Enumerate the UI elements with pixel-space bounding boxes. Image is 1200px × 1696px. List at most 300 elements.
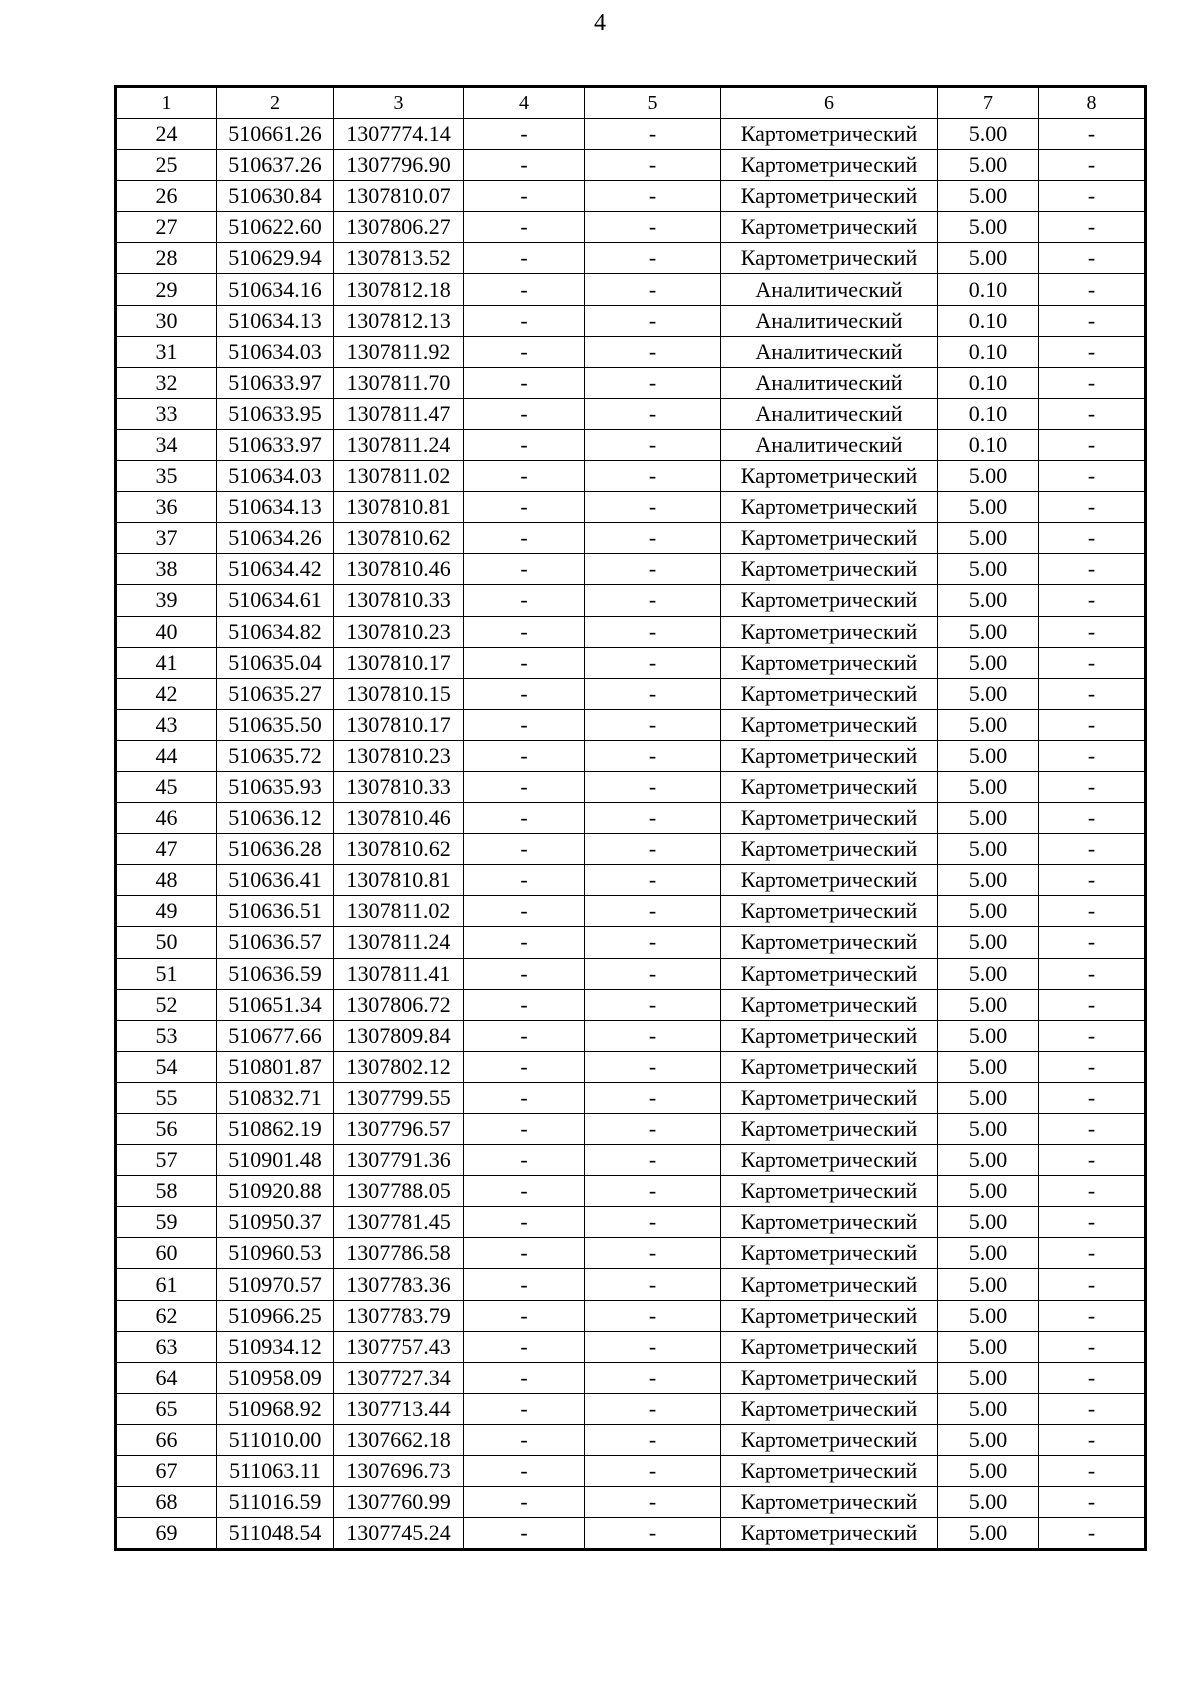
table-cell: - <box>1039 461 1146 492</box>
table-cell: 5.00 <box>938 1051 1039 1082</box>
table-cell: 46 <box>116 803 217 834</box>
table-cell: Картометрический <box>721 1362 938 1393</box>
table-cell: - <box>585 429 721 460</box>
table-cell: 0.10 <box>938 367 1039 398</box>
table-cell: Картометрический <box>721 585 938 616</box>
table-cell: - <box>464 305 585 336</box>
table-cell: Картометрический <box>721 150 938 181</box>
table-row <box>116 1020 1146 1051</box>
table-cell: 510634.03 <box>217 336 334 367</box>
table-cell: 36 <box>116 492 217 523</box>
table-cell: 52 <box>116 989 217 1020</box>
table-cell: Картометрический <box>721 1051 938 1082</box>
table-cell: - <box>585 865 721 896</box>
table-cell: 511016.59 <box>217 1487 334 1518</box>
table-cell: - <box>464 896 585 927</box>
table-cell: - <box>464 1082 585 1113</box>
table-cell: - <box>585 1020 721 1051</box>
table-cell: 510934.12 <box>217 1331 334 1362</box>
table-cell: - <box>464 740 585 771</box>
table-cell: - <box>1039 1518 1146 1550</box>
table-cell: 510832.71 <box>217 1082 334 1113</box>
table-cell: 1307810.46 <box>334 554 464 585</box>
table-cell: 510634.13 <box>217 492 334 523</box>
table-cell: - <box>464 709 585 740</box>
table-cell: 1307810.23 <box>334 616 464 647</box>
table-cell: - <box>1039 1082 1146 1113</box>
table-cell: - <box>585 336 721 367</box>
table-cell: - <box>1039 616 1146 647</box>
table-cell: - <box>585 1518 721 1550</box>
table-cell: 510634.13 <box>217 305 334 336</box>
table-row <box>116 1207 1146 1238</box>
table-cell: 5.00 <box>938 1331 1039 1362</box>
table-row <box>116 429 1146 460</box>
table-cell: - <box>1039 1487 1146 1518</box>
table-cell: 1307811.47 <box>334 398 464 429</box>
table-cell: 69 <box>116 1518 217 1550</box>
table-cell: Картометрический <box>721 1424 938 1455</box>
table-cell: Картометрический <box>721 616 938 647</box>
table-cell: 53 <box>116 1020 217 1051</box>
table-cell: - <box>1039 1051 1146 1082</box>
table-cell: - <box>464 492 585 523</box>
column-header: 3 <box>334 87 464 119</box>
table-row <box>116 927 1146 958</box>
table-cell: - <box>464 1176 585 1207</box>
table-cell: - <box>464 243 585 274</box>
table-cell: 1307810.81 <box>334 865 464 896</box>
table-cell: 510634.03 <box>217 461 334 492</box>
table-cell: 1307811.24 <box>334 927 464 958</box>
table-row <box>116 1456 1146 1487</box>
table-row <box>116 647 1146 678</box>
table-cell: 5.00 <box>938 1393 1039 1424</box>
table-cell: Картометрический <box>721 1145 938 1176</box>
table-row <box>116 1269 1146 1300</box>
table-cell: - <box>1039 1362 1146 1393</box>
table-cell: 0.10 <box>938 398 1039 429</box>
table-cell: Картометрический <box>721 1456 938 1487</box>
table-cell: - <box>585 1051 721 1082</box>
table-cell: 48 <box>116 865 217 896</box>
table-cell: 1307810.23 <box>334 740 464 771</box>
table-cell: - <box>585 1300 721 1331</box>
table-row <box>116 336 1146 367</box>
table-cell: 1307810.17 <box>334 709 464 740</box>
table-cell: - <box>1039 709 1146 740</box>
table-row <box>116 616 1146 647</box>
table-cell: - <box>464 212 585 243</box>
table-cell: 510636.28 <box>217 834 334 865</box>
table-cell: - <box>1039 1020 1146 1051</box>
table-cell: 5.00 <box>938 119 1039 150</box>
table-cell: - <box>1039 803 1146 834</box>
table-cell: 510629.94 <box>217 243 334 274</box>
table-cell: 5.00 <box>938 709 1039 740</box>
table-cell: - <box>585 398 721 429</box>
table-cell: 5.00 <box>938 1145 1039 1176</box>
table-cell: Аналитический <box>721 274 938 305</box>
table-cell: 1307810.46 <box>334 803 464 834</box>
table-cell: - <box>585 1456 721 1487</box>
table-cell: Картометрический <box>721 1082 938 1113</box>
table-cell: - <box>464 1020 585 1051</box>
table-row <box>116 181 1146 212</box>
table-cell: 58 <box>116 1176 217 1207</box>
table-cell: - <box>585 1207 721 1238</box>
table-row <box>116 1393 1146 1424</box>
table-cell: - <box>464 1300 585 1331</box>
table-row <box>116 1487 1146 1518</box>
table-cell: - <box>464 336 585 367</box>
table-cell: 510635.27 <box>217 678 334 709</box>
table-cell: 511010.00 <box>217 1424 334 1455</box>
table-cell: Аналитический <box>721 429 938 460</box>
table-row <box>116 1145 1146 1176</box>
table-cell: 43 <box>116 709 217 740</box>
table-cell: 26 <box>116 181 217 212</box>
table-cell: - <box>1039 1176 1146 1207</box>
table-cell: 510634.16 <box>217 274 334 305</box>
table-cell: 54 <box>116 1051 217 1082</box>
table-cell: - <box>1039 1424 1146 1455</box>
table-cell: 56 <box>116 1114 217 1145</box>
table-cell: 0.10 <box>938 336 1039 367</box>
table-row <box>116 1238 1146 1269</box>
table-cell: - <box>585 709 721 740</box>
table-cell: 60 <box>116 1238 217 1269</box>
table-cell: - <box>1039 336 1146 367</box>
table-cell: 5.00 <box>938 150 1039 181</box>
table-row <box>116 709 1146 740</box>
table-cell: - <box>464 1331 585 1362</box>
table-cell: 44 <box>116 740 217 771</box>
table-cell: 1307813.52 <box>334 243 464 274</box>
table-cell: - <box>585 585 721 616</box>
table-row <box>116 398 1146 429</box>
table-cell: - <box>464 274 585 305</box>
table-cell: 1307783.79 <box>334 1300 464 1331</box>
table-cell: 510633.97 <box>217 429 334 460</box>
table-cell: 5.00 <box>938 771 1039 802</box>
table-cell: - <box>1039 927 1146 958</box>
table-cell: - <box>585 771 721 802</box>
table-cell: - <box>1039 1114 1146 1145</box>
table-cell: - <box>464 927 585 958</box>
table-cell: - <box>1039 1300 1146 1331</box>
table-cell: 47 <box>116 834 217 865</box>
table-cell: Картометрический <box>721 1300 938 1331</box>
table-row <box>116 678 1146 709</box>
table-cell: 45 <box>116 771 217 802</box>
table-cell: - <box>585 834 721 865</box>
table-cell: 510637.26 <box>217 150 334 181</box>
table-cell: - <box>1039 367 1146 398</box>
table-cell: Картометрический <box>721 212 938 243</box>
table-row <box>116 554 1146 585</box>
table-cell: Картометрический <box>721 1487 938 1518</box>
table-cell: 5.00 <box>938 1487 1039 1518</box>
table-cell: 510661.26 <box>217 119 334 150</box>
table-cell: - <box>1039 771 1146 802</box>
table-cell: 510636.12 <box>217 803 334 834</box>
table-cell: 510636.41 <box>217 865 334 896</box>
table-row <box>116 989 1146 1020</box>
table-row <box>116 1331 1146 1362</box>
table-cell: - <box>464 771 585 802</box>
table-row <box>116 305 1146 336</box>
table-cell: 59 <box>116 1207 217 1238</box>
table-cell: - <box>1039 989 1146 1020</box>
table-row <box>116 803 1146 834</box>
table-cell: - <box>464 1518 585 1550</box>
table-cell: 510950.37 <box>217 1207 334 1238</box>
table-cell: - <box>585 678 721 709</box>
table-cell: - <box>464 616 585 647</box>
table-cell: 0.10 <box>938 305 1039 336</box>
table-cell: - <box>585 1362 721 1393</box>
table-cell: 510636.51 <box>217 896 334 927</box>
table-cell: - <box>1039 585 1146 616</box>
table-cell: 64 <box>116 1362 217 1393</box>
table-cell: - <box>1039 1207 1146 1238</box>
table-cell: - <box>1039 212 1146 243</box>
table-cell: 31 <box>116 336 217 367</box>
table-cell: Картометрический <box>721 740 938 771</box>
table-cell: 50 <box>116 927 217 958</box>
table-cell: 1307811.02 <box>334 461 464 492</box>
table-cell: 5.00 <box>938 181 1039 212</box>
table-cell: 5.00 <box>938 1518 1039 1550</box>
table-cell: - <box>464 1424 585 1455</box>
table-cell: 1307662.18 <box>334 1424 464 1455</box>
table-body <box>116 119 1146 1550</box>
table-cell: 510960.53 <box>217 1238 334 1269</box>
table-cell: Аналитический <box>721 336 938 367</box>
table-cell: Картометрический <box>721 492 938 523</box>
table-row <box>116 243 1146 274</box>
table-cell: Картометрический <box>721 1393 938 1424</box>
table-cell: 5.00 <box>938 1269 1039 1300</box>
table-cell: 5.00 <box>938 958 1039 989</box>
table-cell: - <box>1039 181 1146 212</box>
table-cell: - <box>464 367 585 398</box>
table-cell: 1307786.58 <box>334 1238 464 1269</box>
table-cell: 1307796.57 <box>334 1114 464 1145</box>
table-cell: Картометрический <box>721 119 938 150</box>
table-row <box>116 523 1146 554</box>
table-cell: - <box>585 181 721 212</box>
table-cell: 5.00 <box>938 1362 1039 1393</box>
table-cell: - <box>464 523 585 554</box>
table-cell: - <box>585 803 721 834</box>
table-cell: 510958.09 <box>217 1362 334 1393</box>
table-cell: 510636.57 <box>217 927 334 958</box>
table-cell: Аналитический <box>721 367 938 398</box>
table-row <box>116 1176 1146 1207</box>
table-cell: 5.00 <box>938 989 1039 1020</box>
table-cell: 5.00 <box>938 834 1039 865</box>
column-header: 5 <box>585 87 721 119</box>
table-cell: 0.10 <box>938 429 1039 460</box>
table-cell: 37 <box>116 523 217 554</box>
table-row <box>116 274 1146 305</box>
table-cell: - <box>464 1114 585 1145</box>
table-cell: 5.00 <box>938 1207 1039 1238</box>
table-cell: - <box>464 1487 585 1518</box>
table-cell: - <box>585 554 721 585</box>
table-cell: Картометрический <box>721 647 938 678</box>
column-header: 2 <box>217 87 334 119</box>
table-cell: 510966.25 <box>217 1300 334 1331</box>
table-cell: 510635.72 <box>217 740 334 771</box>
table-cell: 5.00 <box>938 896 1039 927</box>
table-cell: 510634.61 <box>217 585 334 616</box>
table-cell: - <box>585 119 721 150</box>
table-row <box>116 1300 1146 1331</box>
table-cell: - <box>464 1207 585 1238</box>
table-row <box>116 119 1146 150</box>
table-cell: - <box>1039 274 1146 305</box>
table-cell: Картометрический <box>721 678 938 709</box>
table-row <box>116 585 1146 616</box>
table-cell: 510634.26 <box>217 523 334 554</box>
table-cell: - <box>585 523 721 554</box>
table-row <box>116 958 1146 989</box>
table-cell: 1307810.81 <box>334 492 464 523</box>
table-cell: Картометрический <box>721 1207 938 1238</box>
table-cell: - <box>1039 647 1146 678</box>
table-cell: - <box>585 958 721 989</box>
table-cell: 1307774.14 <box>334 119 464 150</box>
table-cell: 5.00 <box>938 461 1039 492</box>
table-row <box>116 740 1146 771</box>
table-cell: Картометрический <box>721 803 938 834</box>
table-cell: 51 <box>116 958 217 989</box>
table-cell: Картометрический <box>721 834 938 865</box>
column-header: 7 <box>938 87 1039 119</box>
table-cell: - <box>464 585 585 616</box>
table-cell: - <box>464 1393 585 1424</box>
table-cell: 1307791.36 <box>334 1145 464 1176</box>
table-cell: Картометрический <box>721 523 938 554</box>
table-cell: 1307757.43 <box>334 1331 464 1362</box>
table-cell: 1307783.36 <box>334 1269 464 1300</box>
table-cell: 510968.92 <box>217 1393 334 1424</box>
table-cell: 510634.42 <box>217 554 334 585</box>
table-cell: 510862.19 <box>217 1114 334 1145</box>
table-row <box>116 1082 1146 1113</box>
table-cell: 510634.82 <box>217 616 334 647</box>
table-cell: - <box>585 989 721 1020</box>
table-cell: 5.00 <box>938 616 1039 647</box>
table-cell: 1307810.62 <box>334 523 464 554</box>
table-cell: 5.00 <box>938 647 1039 678</box>
table-cell: 510636.59 <box>217 958 334 989</box>
table-cell: 29 <box>116 274 217 305</box>
table-cell: 32 <box>116 367 217 398</box>
table-cell: 510630.84 <box>217 181 334 212</box>
table-cell: 39 <box>116 585 217 616</box>
table-row <box>116 1424 1146 1455</box>
table-cell: 5.00 <box>938 243 1039 274</box>
table-row <box>116 492 1146 523</box>
table-cell: 41 <box>116 647 217 678</box>
table-cell: - <box>1039 865 1146 896</box>
table-cell: 5.00 <box>938 1456 1039 1487</box>
table-cell: 1307713.44 <box>334 1393 464 1424</box>
table-cell: 511063.11 <box>217 1456 334 1487</box>
table-row <box>116 1362 1146 1393</box>
table-cell: - <box>585 243 721 274</box>
table-cell: - <box>464 834 585 865</box>
table-cell: - <box>1039 740 1146 771</box>
table-cell: 30 <box>116 305 217 336</box>
table-cell: - <box>464 1362 585 1393</box>
table-cell: - <box>464 678 585 709</box>
table-cell: - <box>585 492 721 523</box>
table-cell: - <box>585 1269 721 1300</box>
table-cell: - <box>464 1269 585 1300</box>
table-cell: 66 <box>116 1424 217 1455</box>
table-cell: - <box>1039 834 1146 865</box>
table-cell: 1307806.72 <box>334 989 464 1020</box>
page-number: 4 <box>594 10 606 36</box>
table-cell: 1307799.55 <box>334 1082 464 1113</box>
table-cell: 1307811.41 <box>334 958 464 989</box>
column-header: 6 <box>721 87 938 119</box>
table-cell: 1307811.24 <box>334 429 464 460</box>
table-cell: Картометрический <box>721 896 938 927</box>
table-cell: - <box>1039 398 1146 429</box>
table-cell: 24 <box>116 119 217 150</box>
table-cell: Аналитический <box>721 305 938 336</box>
column-header: 1 <box>116 87 217 119</box>
table-cell: Картометрический <box>721 989 938 1020</box>
table-cell: 510633.97 <box>217 367 334 398</box>
table-cell: 1307812.18 <box>334 274 464 305</box>
table-cell: 510635.93 <box>217 771 334 802</box>
table-cell: 1307811.70 <box>334 367 464 398</box>
table-cell: 1307811.02 <box>334 896 464 927</box>
table-cell: 0.10 <box>938 274 1039 305</box>
table-cell: - <box>464 1145 585 1176</box>
table-cell: Картометрический <box>721 1020 938 1051</box>
table-cell: 42 <box>116 678 217 709</box>
table-cell: Аналитический <box>721 398 938 429</box>
table-cell: - <box>585 461 721 492</box>
table-cell: 28 <box>116 243 217 274</box>
table-cell: 35 <box>116 461 217 492</box>
table-cell: 33 <box>116 398 217 429</box>
table-cell: 1307810.17 <box>334 647 464 678</box>
table-cell: 5.00 <box>938 212 1039 243</box>
table-cell: - <box>1039 523 1146 554</box>
table-cell: 1307796.90 <box>334 150 464 181</box>
table-cell: Картометрический <box>721 927 938 958</box>
table-row <box>116 212 1146 243</box>
table-cell: - <box>585 927 721 958</box>
table-cell: - <box>1039 305 1146 336</box>
table-cell: 5.00 <box>938 1114 1039 1145</box>
table-cell: 49 <box>116 896 217 927</box>
table-cell: - <box>585 616 721 647</box>
table-cell: - <box>1039 150 1146 181</box>
table-cell: 1307745.24 <box>334 1518 464 1550</box>
table-cell: - <box>464 119 585 150</box>
table-cell: 511048.54 <box>217 1518 334 1550</box>
